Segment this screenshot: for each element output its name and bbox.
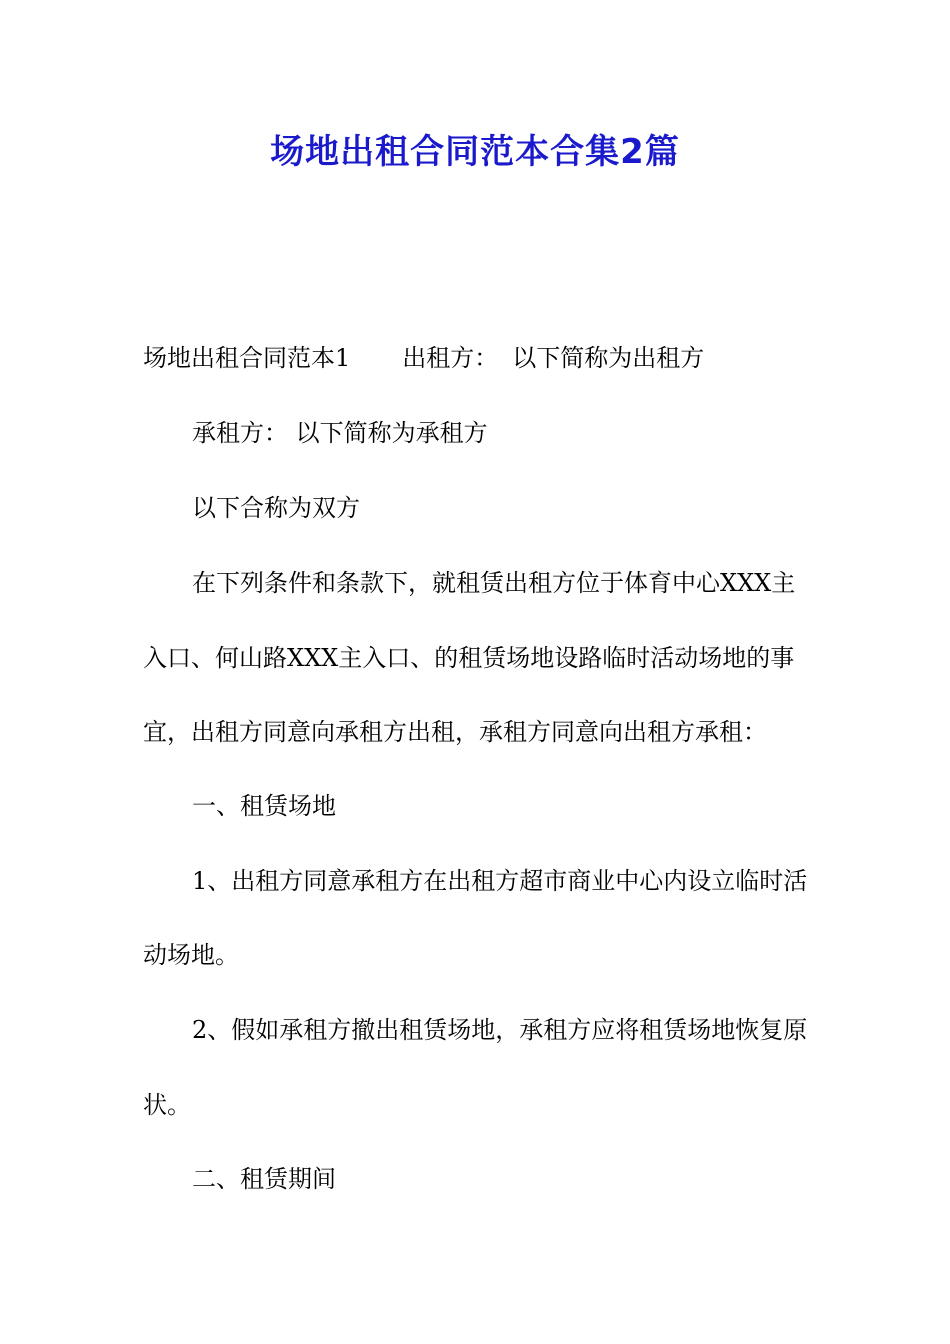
paragraph-line: 入口、何山路XXX主入口、的租赁场地设路临时活动场地的事 (143, 644, 795, 672)
paragraph-line: 宜，出租方同意向承租方出租，承租方同意向出租方承租： (143, 718, 767, 746)
paragraph-line: 在下列条件和条款下，就租赁出租方位于体育中心XXX主 (192, 569, 796, 597)
section-heading: 二、租赁期间 (192, 1165, 336, 1193)
lessor-label: 出租方： (402, 344, 499, 372)
lessor-abbrev: 以下简称为出租方 (512, 344, 705, 372)
paragraph-line: 以下合称为双方 (192, 494, 360, 522)
paragraph-line: 承租方： 以下简称为承租方 (192, 419, 488, 447)
paragraph-line: 状。 (143, 1091, 191, 1119)
section-heading: 一、租赁场地 (192, 792, 336, 820)
contract-number-label: 场地出租合同范本1 (143, 344, 351, 372)
paragraph-line: 动场地。 (143, 941, 239, 969)
paragraph-line: 2、假如承租方撤出租赁场地，承租方应将租赁场地恢复原 (192, 1016, 808, 1044)
paragraph-line: 1、出租方同意承租方在出租方超市商业中心内设立临时活 (192, 867, 808, 895)
contract-heading-line (143, 340, 704, 376)
document-title: 场地出租合同范本合集2篇 (270, 132, 680, 172)
